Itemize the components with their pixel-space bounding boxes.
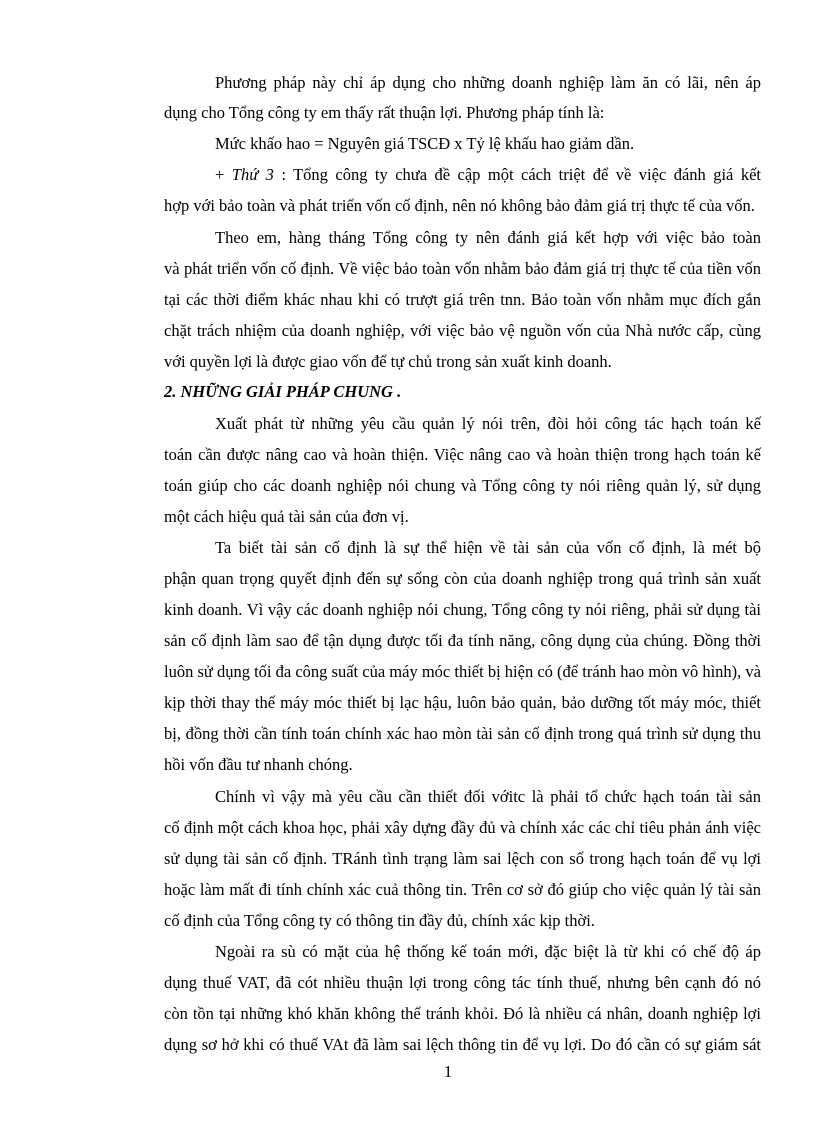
line-18: sản cố định làm sao để tận dụng được tối đa tính năng, công dụng của chúng. Đồng thời	[164, 631, 761, 650]
line-20: kịp thời thay thế máy móc thiết bị lạc hậu, luôn bảo quản, bảo dưỡng tốt máy móc, thiết	[164, 693, 761, 712]
line-17: kinh doanh. Vì vậy các doanh nghiệp nói chung, Tổng công ty nói riêng, phải sử dụng tài	[164, 600, 761, 619]
line-29: dụng thuế VAT, đã cót nhiều thuận lợi trong công tác tính thuế, nhưng bên cạnh đó nó	[164, 973, 761, 992]
line-23: Chính vì vậy mà yêu cầu cần thiết đối vớitc là phải tổ chức hạch toán tài sản	[215, 787, 761, 806]
line-12: toán cần được nâng cao và hoàn thiện. Việc nâng cao và hoàn thiện trong hạch toán kế	[164, 445, 761, 464]
line-13: toán giúp cho các doanh nghiệp nói chung và Tổng công ty nói riêng quản lý, sử dụng	[164, 476, 761, 495]
line-21: bị, đồng thời cần tính toán chính xác hao mòn tài sản cố định trong quá trình sử dụng thu	[164, 724, 761, 743]
line-3	[215, 165, 761, 185]
line-22: hồi vốn đầu tư nhanh chóng.	[164, 755, 353, 774]
section-heading: 2. NHỮNG GIẢI PHÁP CHUNG .	[164, 382, 402, 401]
line-5: Theo em, hàng tháng Tổng công ty nên đánh giá kết hợp với việc bảo toàn	[215, 228, 761, 247]
line-7: tại các thời điểm khác nhau khi có trượt giá trên tnn. Bảo toàn vốn nhằm mục đích gắn	[164, 290, 761, 309]
line-28: Ngoài ra sù có mặt của hệ thống kế toán mới, đặc biệt là từ khi có chế độ áp	[215, 942, 761, 961]
line-11: Xuất phát từ những yêu cầu quản lý nói trên, đòi hỏi công tác hạch toán kế	[215, 414, 761, 433]
page-number: 1	[443, 1062, 453, 1081]
line-3-italic: Thứ 3	[231, 165, 274, 184]
line-3-prefix: +	[215, 165, 232, 184]
line-6: và phát triển vốn cố định. Về việc bảo toàn vốn nhằm bảo đảm giá trị thực tế của tiền vốn	[164, 259, 761, 278]
line-25: sử dụng tài sản cố định. TRánh tình trạng làm sai lệch con số trong hạch toán để vụ lợi	[164, 849, 761, 868]
line-0: Phương pháp này chỉ áp dụng cho những doanh nghiệp làm ăn có lãi, nên áp	[215, 73, 761, 92]
line-27: cố định của Tổng công ty có thông tin đầy đủ, chính xác kịp thời.	[164, 911, 595, 930]
line-2: Mức khấo hao = Nguyên giá TSCĐ x Tỷ lệ khấu hao giảm dần.	[215, 134, 635, 153]
line-14: một cách hiệu quả tài sản của đơn vị.	[164, 507, 409, 526]
line-15: Ta biết tài sản cố định là sự thể hiện về tài sản của vốn cố định, là mét bộ	[215, 538, 761, 557]
line-9: với quyền lợi là được giao vốn để tự chủ trong sản xuất kinh doanh.	[164, 352, 612, 371]
line-30: còn tồn tại những khó khăn không thể tránh khỏi. Đó là nhiều cá nhân, doanh nghiệp lợi	[164, 1004, 761, 1023]
line-3-rest: : Tổng công ty chưa đề cập một cách triệt để về việc đánh giá kết	[273, 165, 761, 184]
line-19: luôn sử dụng tối đa công suất của máy móc thiết bị hiện có (để tránh hao mòn vô hình), và	[164, 662, 761, 681]
line-1: dụng cho Tổng công ty em thấy rất thuận lợi. Phương pháp tính là:	[164, 103, 605, 122]
line-16: phận quan trọng quyết định đến sự sống còn của doanh nghiệp trong quá trình sản xuất	[164, 569, 761, 588]
line-24: cố định một cách khoa học, phải xây dựng đầy đủ và chính xác các chỉ tiêu phản ánh việc	[164, 818, 761, 837]
line-8: chặt trách nhiệm của doanh nghiệp, với việc bảo vệ nguồn vốn của Nhà nước cấp, cùng	[164, 321, 761, 340]
line-31: dụng sơ hở khi có thuế VAt đã làm sai lệch thông tin để vụ lợi. Do đó cần có sự giám sát	[164, 1035, 761, 1054]
line-4: hợp với bảo toàn và phát triển vốn cố định, nên nó không bảo đảm giá trị thực tế của vốn.	[164, 196, 755, 215]
line-26: hoặc làm mất đi tính chính xác cuả thông tin. Trên cơ sở đó giúp cho việc quản lý tài sản	[164, 880, 761, 899]
